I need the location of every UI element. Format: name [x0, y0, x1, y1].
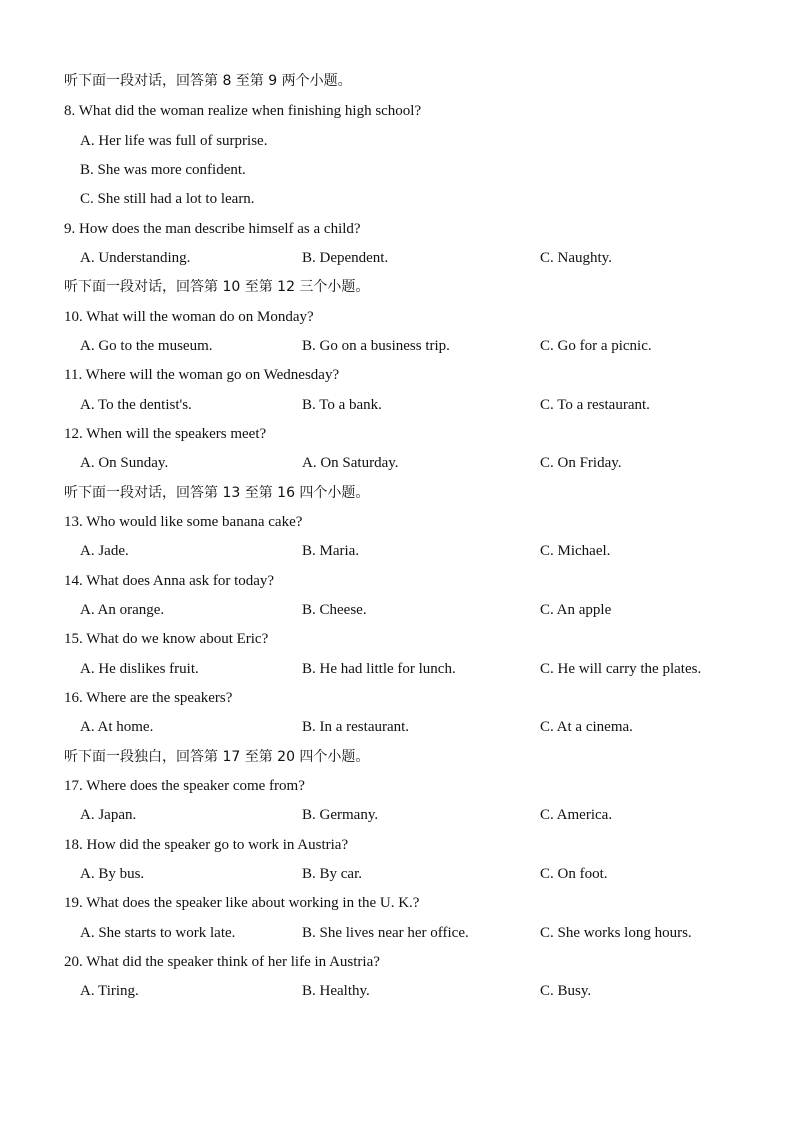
answer-option: C. On foot.	[540, 866, 608, 882]
section-instruction: 听下面一段对话，回答第 13 至第 16 四个小题。	[64, 485, 370, 501]
question-stem: 16. Where are the speakers?	[64, 690, 233, 706]
answer-option: A. An orange.	[80, 602, 165, 618]
answer-option: B. By car.	[302, 866, 362, 882]
answer-option: B. Germany.	[302, 807, 379, 823]
option-row	[80, 922, 780, 944]
section-instruction: 听下面一段独白，回答第 17 至第 20 四个小题。	[64, 749, 370, 765]
answer-option: C. On Friday.	[540, 455, 622, 471]
question-stem: 11. Where will the woman go on Wednesday?	[64, 367, 340, 383]
option-row	[80, 599, 780, 621]
question-stem: 10. What will the woman do on Monday?	[64, 309, 314, 325]
answer-option: C. Busy.	[540, 983, 592, 999]
answer-option: C. She works long hours.	[540, 925, 692, 941]
answer-option: B. She was more confident.	[80, 162, 246, 178]
answer-option: C. He will carry the plates.	[540, 661, 702, 677]
answer-option: B. Cheese.	[302, 602, 367, 618]
answer-option: C. Michael.	[540, 543, 611, 559]
answer-option: A. To the dentist's.	[80, 397, 192, 413]
answer-option: A. She starts to work late.	[80, 925, 236, 941]
option-row	[80, 658, 780, 680]
answer-option: A. On Sunday.	[80, 455, 169, 471]
answer-option: A. He dislikes fruit.	[80, 661, 199, 677]
option-row	[80, 863, 780, 885]
question-stem: 14. What does Anna ask for today?	[64, 573, 275, 589]
question-stem: 19. What does the speaker like about working in the U. K.?	[64, 895, 420, 911]
option-row	[80, 159, 780, 181]
answer-option: A. By bus.	[80, 866, 145, 882]
answer-option: A. Tiring.	[80, 983, 139, 999]
answer-option: C. America.	[540, 807, 613, 823]
answer-option: B. To a bank.	[302, 397, 382, 413]
section-instruction: 听下面一段对话，回答第 10 至第 12 三个小题。	[64, 279, 370, 295]
answer-option: B. He had little for lunch.	[302, 661, 456, 677]
option-row	[80, 394, 780, 416]
option-row	[80, 335, 780, 357]
question-stem: 18. How did the speaker go to work in Austria?	[64, 837, 349, 853]
option-row	[80, 247, 780, 269]
option-row	[80, 804, 780, 826]
answer-option: A. At home.	[80, 719, 154, 735]
answer-option: A. Her life was full of surprise.	[80, 133, 268, 149]
option-row	[80, 188, 780, 210]
question-stem: 13. Who would like some banana cake?	[64, 514, 303, 530]
option-row	[80, 540, 780, 562]
answer-option: C. She still had a lot to learn.	[80, 191, 255, 207]
question-stem: 17. Where does the speaker come from?	[64, 778, 305, 794]
question-stem: 15. What do we know about Eric?	[64, 631, 269, 647]
answer-option: A. Japan.	[80, 807, 137, 823]
question-stem: 9. How does the man describe himself as a child?	[64, 221, 361, 237]
question-stem: 12. When will the speakers meet?	[64, 426, 267, 442]
answer-option: B. Maria.	[302, 543, 360, 559]
answer-option: B. In a restaurant.	[302, 719, 410, 735]
answer-option: B. Healthy.	[302, 983, 370, 999]
option-row	[80, 716, 780, 738]
answer-option: C. To a restaurant.	[540, 397, 650, 413]
answer-option: C. An apple	[540, 602, 612, 618]
answer-option: B. Go on a business trip.	[302, 338, 450, 354]
answer-option: A. On Saturday.	[302, 455, 399, 471]
option-row	[80, 452, 780, 474]
answer-option: C. At a cinema.	[540, 719, 633, 735]
answer-option: C. Naughty.	[540, 250, 612, 266]
option-row	[80, 130, 780, 152]
answer-option: C. Go for a picnic.	[540, 338, 652, 354]
answer-option: A. Understanding.	[80, 250, 191, 266]
answer-option: A. Jade.	[80, 543, 129, 559]
section-instruction: 听下面一段对话，回答第 8 至第 9 两个小题。	[64, 73, 352, 89]
answer-option: A. Go to the museum.	[80, 338, 213, 354]
answer-option: B. She lives near her office.	[302, 925, 469, 941]
question-stem: 20. What did the speaker think of her life in Austria?	[64, 954, 380, 970]
option-row	[80, 980, 780, 1002]
question-stem: 8. What did the woman realize when finishing high school?	[64, 103, 422, 119]
answer-option: B. Dependent.	[302, 250, 389, 266]
